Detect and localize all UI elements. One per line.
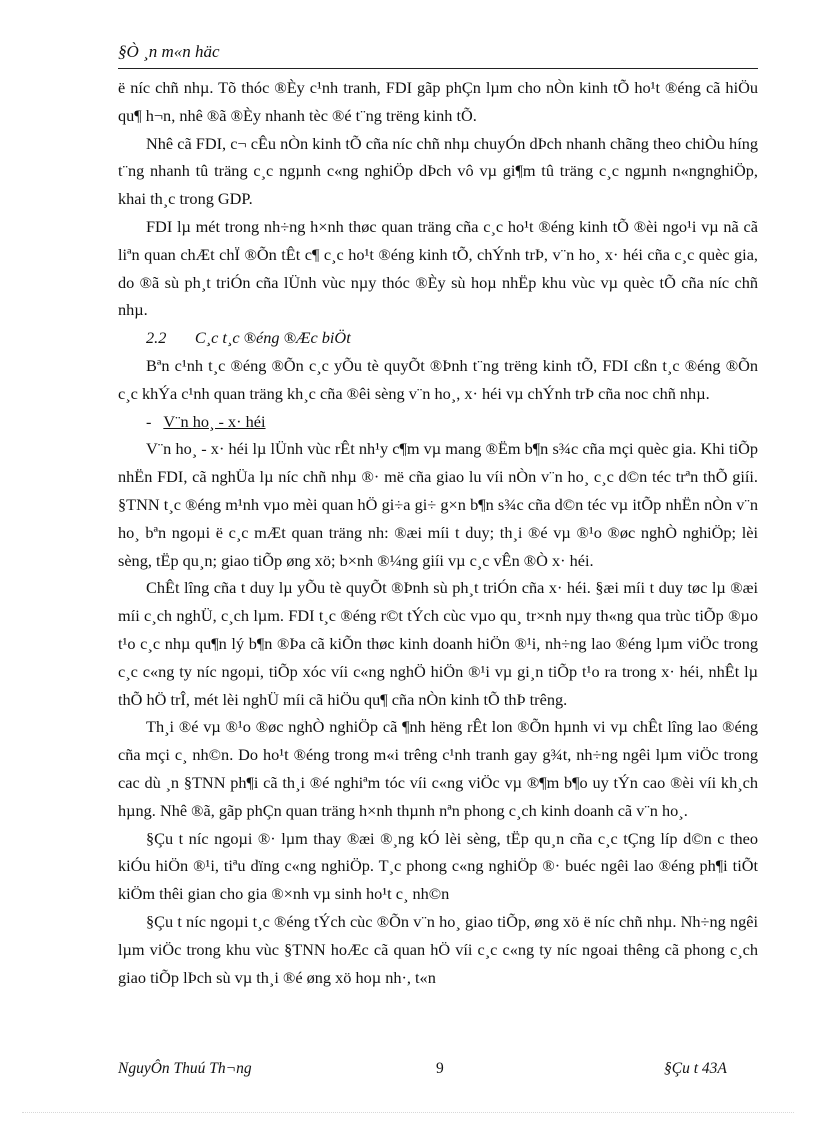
- paragraph: §Çu t níc ngoµi t¸c ®éng tÝch cùc ®Õn v¨n ho¸ giao tiÕp, øng xö ë níc chñ nhµ. Nh÷ng ngêi lµm viÖc trong khu vùc §TNN hoÆc cã quan hÖ víi c¸c c«ng ty níc ngoai thêng cã phong c¸ch giao tiÕp lÞch sù vµ th¸i ®é øng xö hoµ nh·, t«n: [118, 911, 758, 987]
- paragraph-continuation: ë níc chñ nhµ. Tõ thóc ®Èy c¹nh tranh, FDI gãp phÇn lµm cho nÒn kinh tÕ ho¹t ®éng cã hiÖu qu¶ h¬n, nhê ®ã ®Èy nhanh tèc ®é t¨ng trëng kinh tÕ.: [118, 78, 758, 125]
- paragraph: ChÊt lîng cña t duy lµ yÕu tè quyÕt ®Þnh sù ph¸t triÓn cña x· héi. §æi míi t duy tøc lµ ®æi míi c¸ch nghÜ, c¸ch lµm. FDI t¸c ®éng r©t tÝch cùc vµo qu¸ tr×nh nµy th«ng qua trùc tiÕp ®µo t¹o c¸c nhµ qu¶n lý b¶n ®Þa cã kiÕn thøc kinh doanh hiÖn ®¹i, nh÷ng lao ®éng lµm viÖc trong c¸c c«ng ty níc ngoµi, tiÕp xóc víi c«ng nghÖ hiÖn ®¹i vµ gi¸n tiÕp t¹o ra trong x· héi, nhÊt lµ thÕ hÖ trÎ, mét lèi nghÜ míi cã hiÖu qu¶ cña nÒn kinh tÕ thÞ trêng.: [118, 578, 758, 709]
- header-rule: [118, 68, 758, 69]
- bottom-rule: [22, 1112, 794, 1113]
- section-heading: [118, 324, 758, 352]
- paragraph: FDI lµ mét trong nh÷ng h×nh thøc quan träng cña c¸c ho¹t ®éng kinh tÕ ®èi ngo¹i vµ nã cã liªn quan chÆt chÏ ®Õn tÊt c¶ c¸c ho¹t ®éng kinh tÕ, chÝnh trÞ, v¨n ho¸ x· héi cña c¸c quèc gia, do ®ã sù ph¸t triÓn cña lÜnh vùc nµy thóc ®Èy sù hoµ nhËp khu vùc vµ quèc tÕ cña níc chñ nhµ.: [118, 216, 758, 320]
- document-body: [118, 74, 758, 991]
- paragraph: V¨n ho¸ - x· héi lµ lÜnh vùc rÊt nh¹y c¶m vµ mang ®Ëm b¶n s¾c cña mçi quèc gia. Khi tiÕp nhËn FDI, cã nghÜa lµ níc chñ nhµ ®· më cña giao lu víi nÒn v¨n ho¸ c¸c d©n téc trªn thÕ giíi. §TNN t¸c ®éng m¹nh vµo mèi quan hÖ gi÷a gi÷ g×n b¶n s¾c cña d©n téc vµ itÕp nhËn nÒn v¨n ho¸ bªn ngoµi ë c¸c mÆt quan träng nh: ®æi míi t duy; th¸i ®é vµ ®¹o ®øc nghÒ nghiÖp; lèi sèng, tËp qu¸n; giao tiÕp øng xö; b×nh ®¼ng giíi vµ c¸c vÊn ®Ò x· héi.: [118, 439, 758, 570]
- bullet-heading: [118, 408, 758, 436]
- footer-page-number: 9: [436, 1060, 444, 1077]
- bullet-marker: -: [146, 411, 152, 431]
- header-title: §Ò ¸n m«n häc: [118, 42, 220, 61]
- paragraph: Bªn c¹nh t¸c ®éng ®Õn c¸c yÕu tè quyÕt ®Þnh t¨ng trëng kinh tÕ, FDI cßn t¸c ®éng ®Õn c¸c khÝa c¹nh quan träng kh¸c cña ®êi sèng v¨n ho¸, x· héi vµ chÝnh trÞ cña noc chñ nhµ.: [118, 355, 758, 403]
- footer-class: §Çu t 43A: [664, 1060, 727, 1077]
- bullet-title: V¨n ho¸ - x· héi: [163, 411, 266, 431]
- paragraph: Nhê cã FDI, c¬ cÊu nÒn kinh tÕ cña níc chñ nhµ chuyÓn dÞch nhanh chãng theo chiÒu híng t¨ng nhanh tû träng c¸c ngµnh c«ng nghiÖp dÞch vô vµ gi¶m tû träng c¸c ngµnh n«ngnghiÖp, khai th¸c trong GDP.: [118, 133, 758, 209]
- paragraph: §Çu t níc ngoµi ®· lµm thay ®æi ®¸ng kÓ lèi sèng, tËp qu¸n cña c¸c tÇng líp d©n c theo kiÓu hiÖn ®¹i, tiªu dïng c«ng nghiÖp. T¸c phong c«ng nghiÖp ®· buéc ngêi lao ®éng ph¶i tiÕt kiÖm thêi gian cho gia ®×nh vµ sinh ho¹t c¸ nh©n: [118, 828, 758, 904]
- section-number: 2.2: [146, 328, 167, 348]
- footer-author: NguyÔn Thuú Th¬ng: [118, 1060, 252, 1077]
- paragraph: Th¸i ®é vµ ®¹o ®øc nghÒ nghiÖp cã ¶nh hëng rÊt lon ®Õn hµnh vi vµ chÊt lîng lao ®éng cña mçi c¸ nh©n. Do ho¹t ®éng trong m«i trêng c¹nh tranh gay g¾t, nh÷ng ngêi lµm viÖc trong cac dù ¸n §TNN ph¶i cã th¸i ®é nghiªm tóc víi c«ng viÖc vµ ®¶m b¶o uy tÝn cao ®èi víi kh¸ch hµng. Nhê ®ã, gãp phÇn quan träng h×nh thµnh nªn phong c¸ch kinh doanh cã v¨n ho¸.: [118, 717, 758, 820]
- section-title: C¸c t¸c ®éng ®Æc biÖt: [194, 328, 351, 348]
- page-header: [118, 42, 758, 62]
